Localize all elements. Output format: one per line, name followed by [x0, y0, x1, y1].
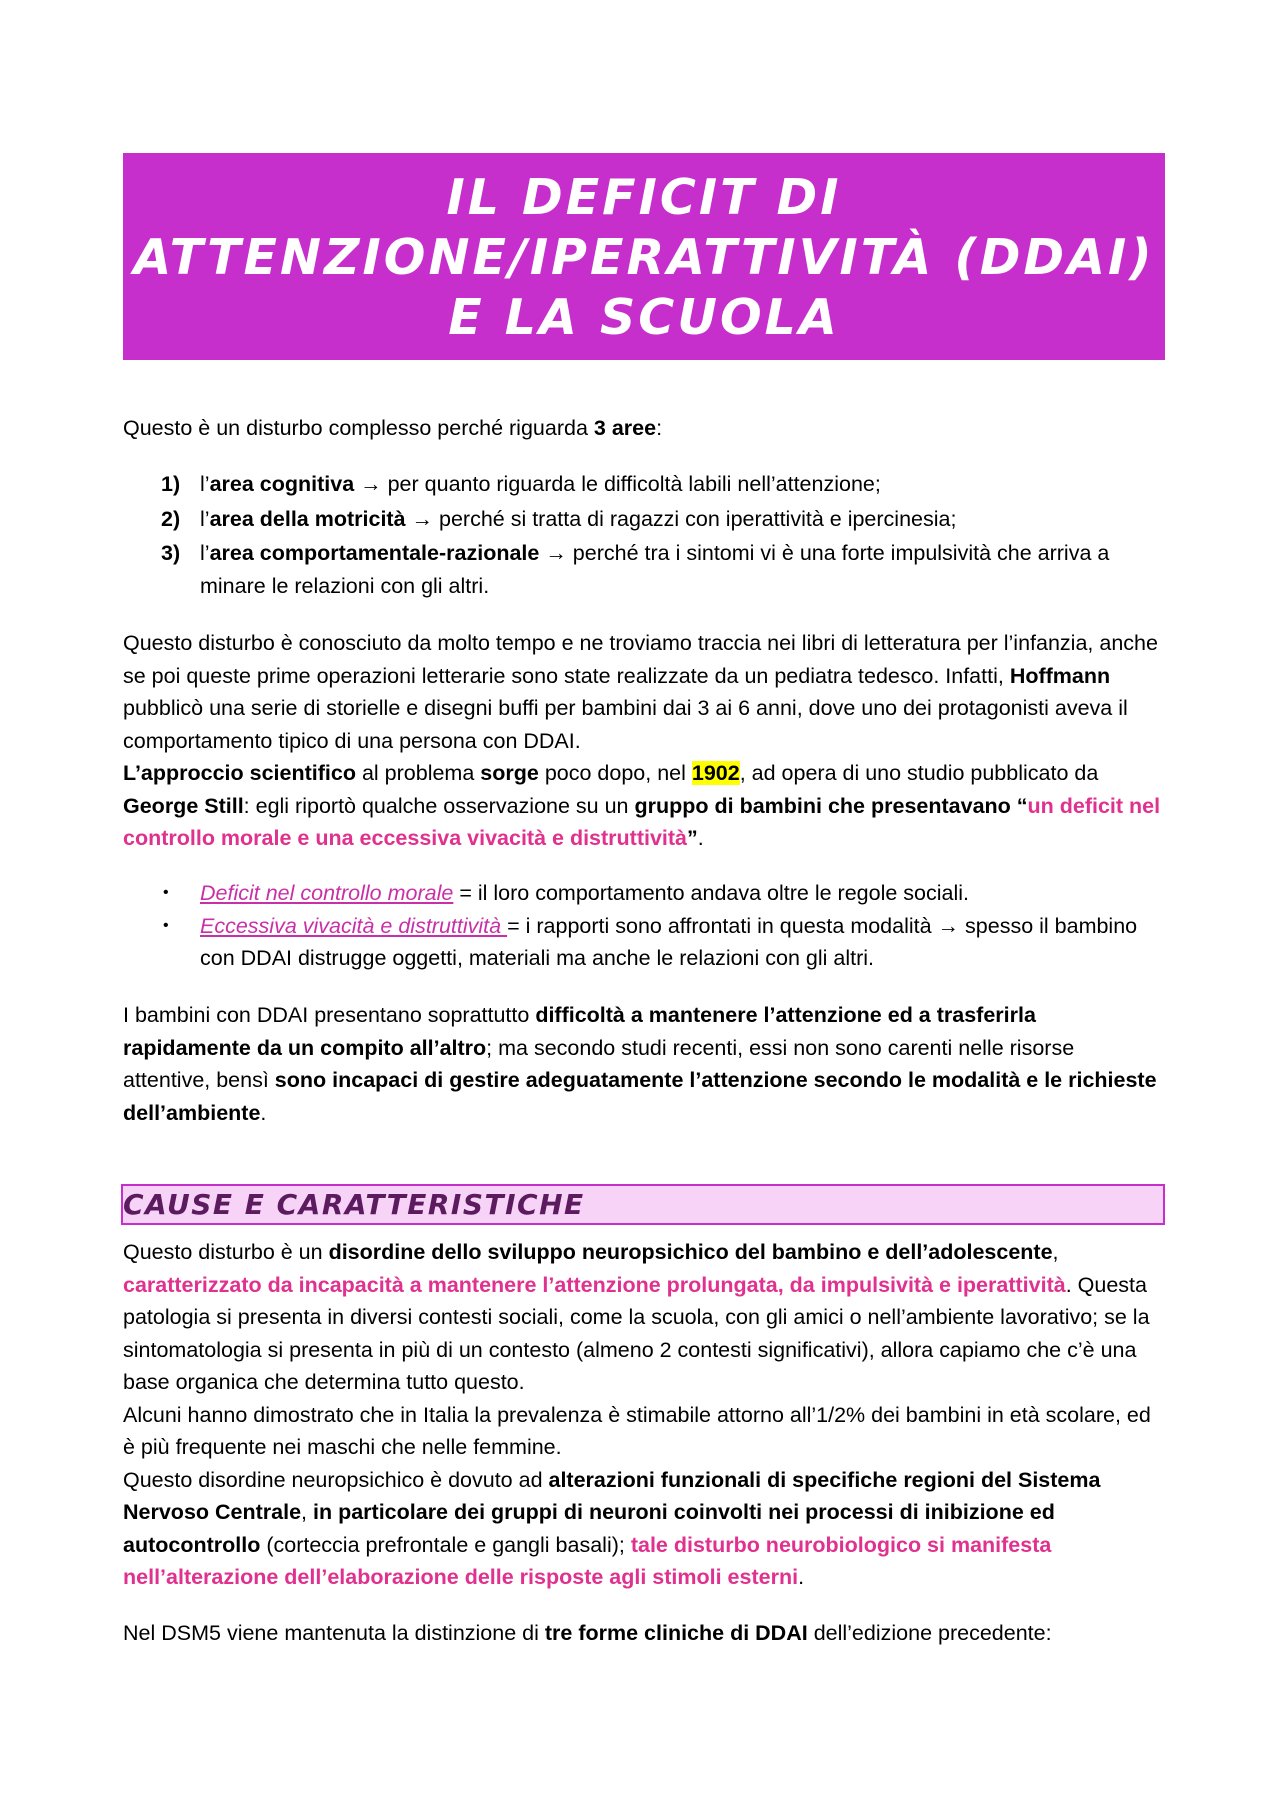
intro-colon: :: [656, 416, 663, 440]
attention-text: I bambini con DDAI presentano soprattutto: [123, 1003, 536, 1027]
causes-text: Questo disturbo è un: [123, 1240, 329, 1264]
causes-text: Alcuni hanno dimostrato che in Italia la prevalenza è stimabile attorno all’1/2% dei bambini in età scolare, ed è più frequente nei maschi che nelle femmine.: [123, 1402, 1151, 1459]
list-item: [123, 537, 1165, 602]
title-line-3: E LA SCUOLA: [448, 289, 840, 346]
dsm-text: dell’edizione precedente:: [807, 1621, 1052, 1645]
highlighted-year: 1902: [691, 761, 740, 785]
history-text: .: [697, 826, 704, 850]
list-item: [123, 910, 1165, 975]
item-text: = i rapporti sono affrontati in questa modalità → spesso il bambino con DDAI distrugge oggetti, materiali ma anche le relazioni con gli altri.: [200, 913, 1138, 970]
item-prefix: l’: [200, 472, 210, 496]
list-number: 1): [161, 472, 181, 496]
history-text: , ad opera di uno studio pubblicato da: [739, 761, 1099, 785]
history-bold: sorge: [480, 761, 539, 785]
term-link[interactable]: Deficit nel controllo morale: [200, 881, 454, 905]
attention-text: ; ma secondo studi recenti, essi non sono carenti nelle risorse attentive, bensì: [123, 1035, 1075, 1092]
dsm-bold: tre forme cliniche di DDAI: [544, 1621, 808, 1645]
history-bold: gruppo di bambini che presentavano “: [634, 793, 1028, 818]
item-text: = il loro comportamento andava oltre le regole sociali.: [453, 881, 970, 905]
causes-text: (corteccia prefrontale e gangli basali);: [260, 1532, 631, 1557]
history-text: pubblicò una serie di storielle e disegni buffi per bambini dai 3 ai 6 anni, dove uno dei protagonisti aveva il comportamento tipico di una persona con DDAI.: [123, 696, 1128, 753]
list-item: [123, 468, 1165, 501]
intro-paragraph: [123, 412, 1165, 445]
history-paragraph: [123, 627, 1165, 855]
list-number: 3): [161, 541, 181, 565]
history-bold: L’approccio scientifico: [123, 761, 356, 785]
history-text: : egli riportò qualche osservazione su un: [243, 793, 635, 818]
causes-text: Questo disordine neuropsichico è dovuto ad: [123, 1467, 549, 1492]
attention-bold: sono incapaci di gestire adeguatamente l’attenzione secondo le modalità e le richieste dell’ambiente: [123, 1068, 1157, 1125]
list-item: [123, 877, 1165, 910]
attention-text: .: [260, 1100, 267, 1125]
causes-pink: tale disturbo neurobiologico si manifesta nell’alterazione dell’elaborazione delle risposte agli stimoli esterni: [123, 1532, 1052, 1589]
term-link[interactable]: Eccessiva vivacità e distruttività: [200, 913, 508, 938]
causes-text: ,: [1052, 1240, 1059, 1264]
still-name: George Still: [123, 793, 244, 818]
intro-bold: 3 aree: [593, 416, 657, 440]
list-number: 2): [161, 506, 181, 531]
hoffmann-name: Hoffmann: [1009, 663, 1111, 688]
title-line-2: ATTENZIONE/IPERATTIVITÀ (DDAI): [133, 229, 1155, 286]
item-prefix: l’: [200, 541, 210, 565]
causes-text: .: [798, 1565, 805, 1589]
bullet-icon: •: [163, 884, 169, 901]
title-line-1: IL DEFICIT DI: [446, 169, 842, 226]
title-banner: [123, 153, 1165, 360]
attention-paragraph: [123, 999, 1165, 1129]
history-text: al problema: [355, 761, 481, 785]
section-heading: CAUSE E CARATTERISTICHE: [123, 1188, 585, 1221]
quote-close: ”: [687, 826, 698, 850]
dsm-paragraph: [123, 1617, 1165, 1650]
item-term: area cognitiva: [209, 472, 355, 496]
causes-bold: disordine dello sviluppo neuropsichico del bambino e dell’adolescente: [328, 1240, 1053, 1264]
bullet-list: [123, 877, 1165, 975]
item-text: → perché si tratta di ragazzi con iperattività e ipercinesia;: [405, 506, 957, 531]
causes-paragraph: [123, 1236, 1165, 1594]
causes-text: . Questa patologia si presenta in diversi contesti sociali, come la scuola, con gli amici o nell’ambiente lavorativo; se la sintomatologia si presenta in più di un contesto (almeno 2 contesti significativi), allora capiamo che c’è una base organica che determina tutto questo.: [123, 1272, 1150, 1394]
areas-list: [123, 468, 1165, 602]
attention-bold: difficoltà a mantenere l’attenzione ed a trasferirla rapidamente da un compito all’altro: [123, 1003, 1036, 1060]
causes-pink: caratterizzato da incapacità a mantenere l’attenzione prolungata, da impulsività e iperattività: [123, 1272, 1066, 1297]
history-text: poco dopo, nel: [538, 761, 692, 785]
causes-bold: alterazioni funzionali di specifiche regioni del Sistema Nervoso Centrale: [123, 1467, 1101, 1524]
item-text: → perché tra i sintomi vi è una forte impulsività che arriva a minare le relazioni con gli altri.: [200, 541, 1110, 598]
item-term: area della motricità: [209, 506, 406, 531]
item-prefix: l’: [200, 506, 210, 531]
causes-text: ,: [301, 1500, 313, 1524]
bullet-icon: •: [163, 916, 169, 934]
dsm-text: Nel DSM5 viene mantenuta la distinzione di: [123, 1621, 545, 1645]
item-term: area comportamentale-razionale: [209, 541, 540, 565]
section-heading-box: [121, 1184, 1165, 1225]
item-text: → per quanto riguarda le difficoltà labili nell’attenzione;: [354, 472, 881, 496]
causes-bold: in particolare dei gruppi di neuroni coinvolti nei processi di inibizione ed autocontrollo: [123, 1500, 1055, 1557]
intro-text: Questo è un disturbo complesso perché riguarda: [123, 416, 594, 440]
history-text: Questo disturbo è conosciuto da molto tempo e ne troviamo traccia nei libri di letteratura per l’infanzia, anche se poi queste prime operazioni letterarie sono state realizzate da un pediatra tedesco. Infatti,: [123, 631, 1158, 688]
pink-quote: un deficit nel controllo morale e una eccessiva vivacità e distruttività: [123, 793, 1161, 850]
list-item: [123, 503, 1165, 536]
